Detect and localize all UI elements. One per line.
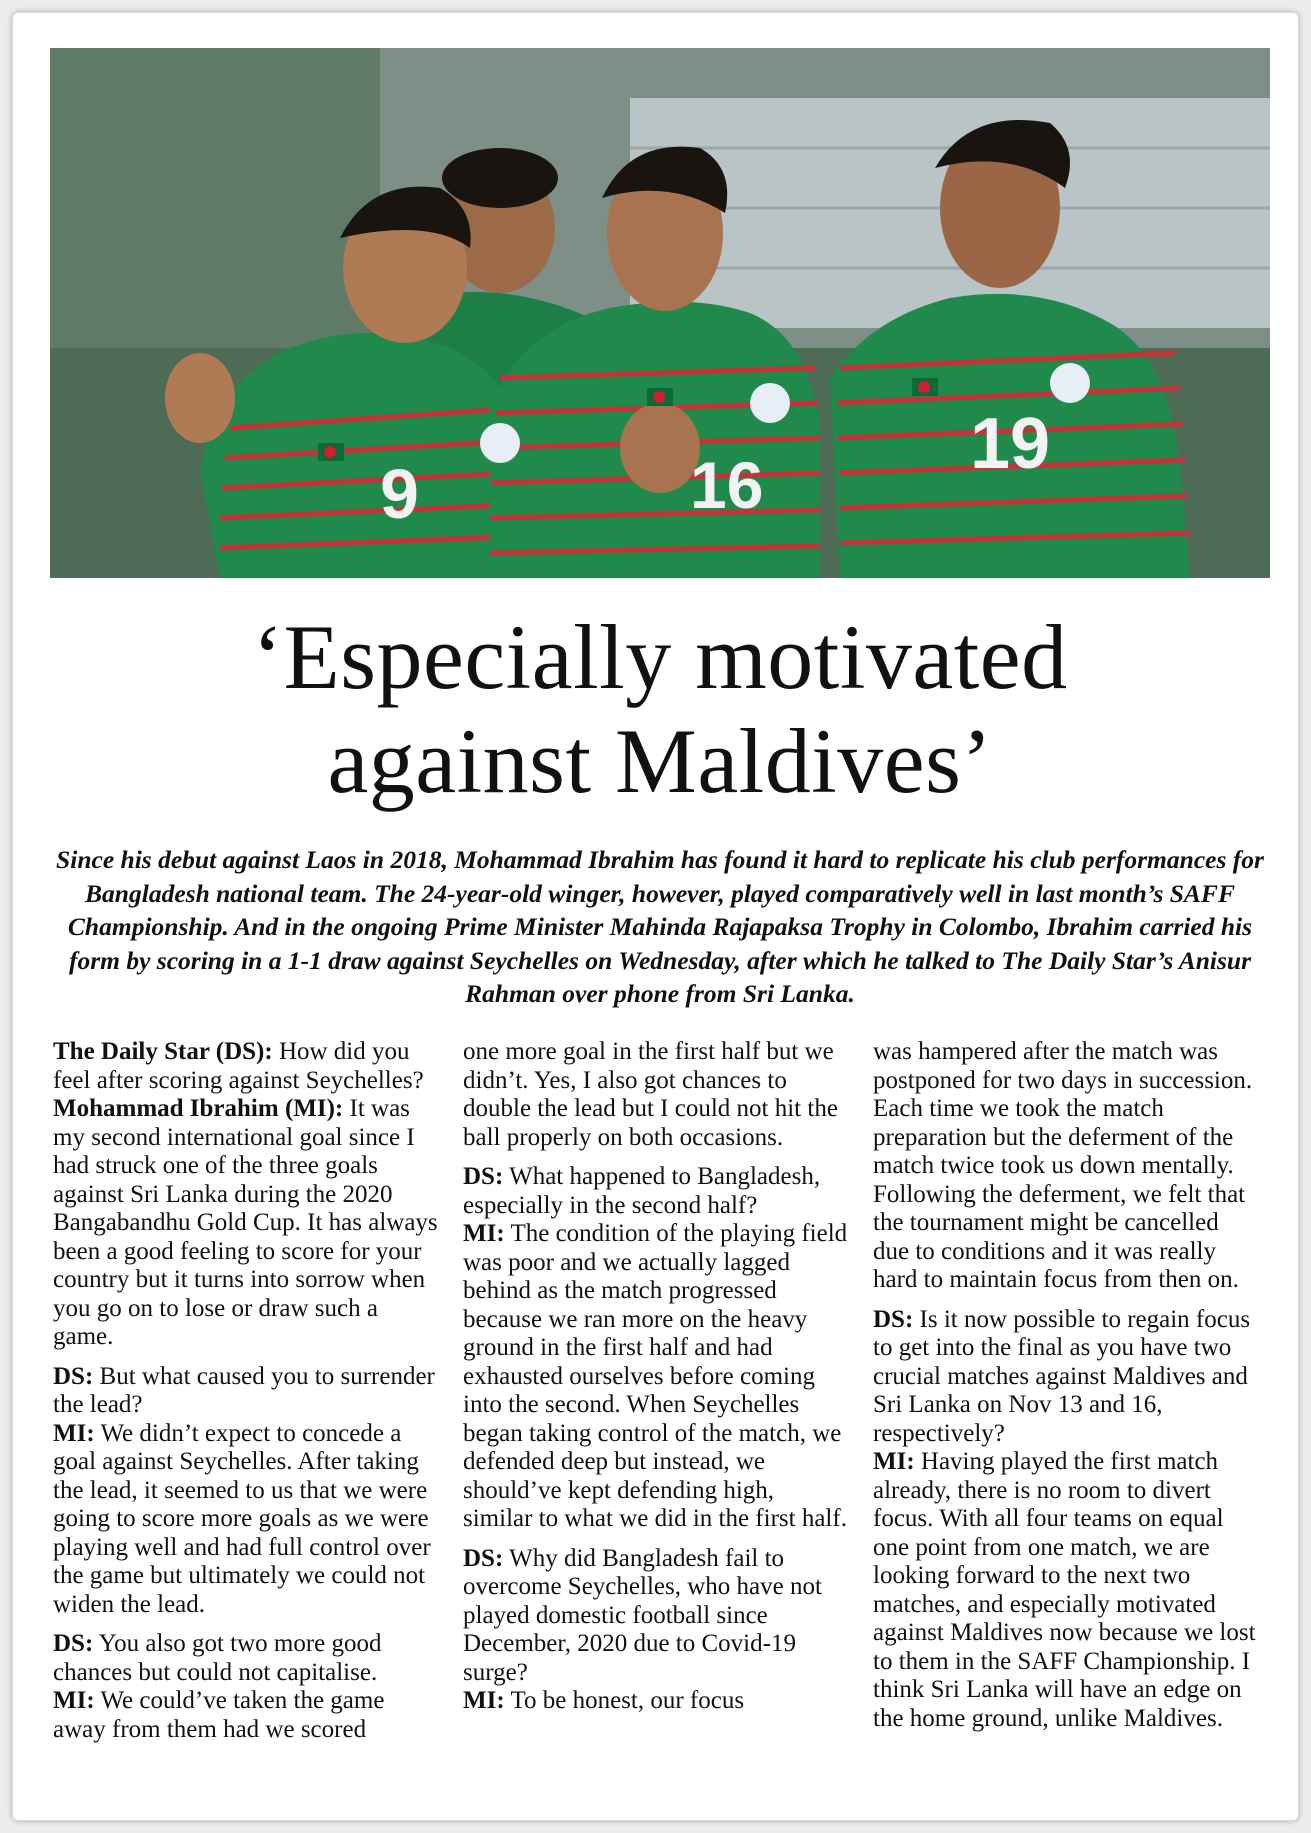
question: DS: You also got two more good chances but could not capitalise.: [53, 1630, 382, 1686]
headline: [50, 605, 1270, 813]
crest-icon: [750, 383, 790, 423]
continued-text: one more goal in the first half but we didn’t. Yes, I also got chances to double the lead but I could not hit the ball properly on both occasions.: [463, 1038, 838, 1151]
answer: MI: The condition of the playing field was poor and we actually lagged behind as the match progressed because we ran more on the heavy ground in the first half and had exhausted ourselves before coming into the second. When Seychelles began taking control of the match, we defended deep but instead, we should’ve kept defending high, similar to what we did in the first half.: [463, 1220, 848, 1532]
answer: MI: We could’ve taken the game away from them had we scored: [53, 1687, 385, 1743]
continued-text: was hampered after the match was postponed for two days in succession. Each time we took the match preparation but the deferment of the match twice took us down mentally. Following the deferment, we felt that the tournament might be cancelled due to conditions and it was really hard to maintain focus from then on.: [873, 1038, 1253, 1293]
qa-block: [53, 1630, 438, 1744]
qa-block: [463, 1163, 848, 1534]
headline-line-2: against Maldives’: [327, 710, 993, 812]
qa-block: [463, 1545, 848, 1716]
player-19-number: 19: [970, 404, 1051, 484]
answer: Mohammad Ibrahim (MI): It was my second international goal since I had struck one of the three goals against Sri Lanka during the 2020 Bangabandhu Gold Cup. It has always been a good feeling to score for your country but it turns into sorrow when you go on to lose or draw such a game.: [53, 1095, 438, 1350]
team-celebration-photo: [50, 48, 1270, 578]
article-column-1: [53, 1038, 438, 1755]
crest-icon: [480, 423, 520, 463]
question: DS: Is it now possible to regain focus to get into the final as you have two crucial matches against Maldives and Sri Lanka on Nov 13 and 16, respectively?: [873, 1305, 1251, 1447]
trees: [50, 48, 380, 348]
player-9-fist: [165, 353, 235, 443]
answer: MI: To be honest, our focus: [463, 1687, 745, 1714]
answer: MI: Having played the first match already, there is no room to divert focus. With all four teams on equal one point from one match, we are looking forward to the next two matches, and especially motivated against Maldives now because we lost to them in the SAFF Championship. I think Sri Lanka will have an edge on the home ground, unlike Maldives.: [873, 1448, 1256, 1732]
question: DS: What happened to Bangladesh, especially in the second half?: [463, 1163, 821, 1219]
article-column-2: [463, 1038, 848, 1727]
crest-icon: [1050, 363, 1090, 403]
players-illustration: [50, 48, 1270, 578]
qa-block: [53, 1363, 438, 1620]
article-column-3: [873, 1038, 1258, 1744]
player-9-number: 9: [380, 455, 419, 533]
qa-block: [873, 1306, 1258, 1734]
player-16-number: 16: [690, 448, 764, 522]
question: DS: But what caused you to surrender the lead?: [53, 1362, 435, 1418]
player-16-fist: [620, 403, 700, 493]
headline-line-1: ‘Especially motivated: [252, 606, 1068, 708]
newspaper-page: [12, 12, 1299, 1821]
question: The Daily Star (DS): How did you feel after scoring against Seychelles?: [53, 1038, 424, 1094]
question: DS: Why did Bangladesh fail to overcome Seychelles, who have not played domestic football since December, 2020 due to Covid-19 surge?: [463, 1544, 822, 1686]
qa-block: [53, 1038, 438, 1352]
intro-paragraph: Since his debut against Laos in 2018, Mohammad Ibrahim has found it hard to replicate his club performances for Bangladesh national team. The 24-year-old winger, however, played comparatively well in last month’s SAFF Championship. And in the ongoing Prime Minister Mahinda Rajapaksa Trophy in Colombo, Ibrahim carried his form by scoring in a 1-1 draw against Seychelles on Wednesday, after which he talked to The Daily Star’s Anisur Rahman over phone from Sri Lanka.: [56, 845, 1264, 1008]
answer: MI: We didn’t expect to concede a goal against Seychelles. After taking the lead, it seemed to us that we were going to score more goals as we were playing well and had full control over the game but ultimately we could not widen the lead.: [53, 1419, 431, 1618]
